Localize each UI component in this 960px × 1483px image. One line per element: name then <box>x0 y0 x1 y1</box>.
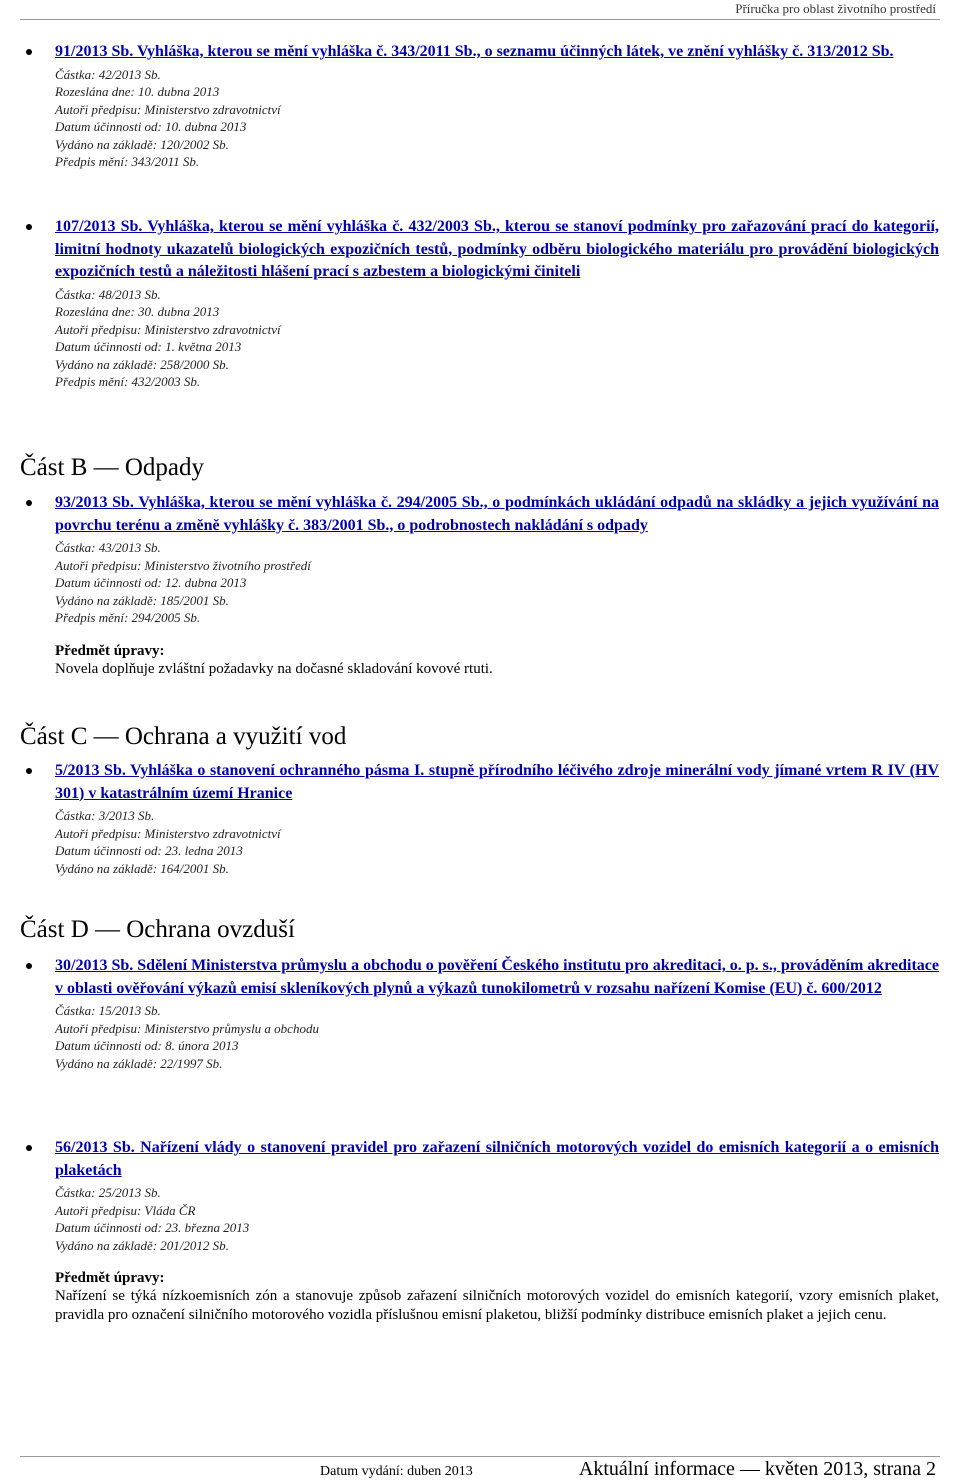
law-title-link[interactable]: 107/2013 Sb. Vyhláška, kterou se mění vyhláška č. 432/2003 Sb., kterou se stanoví podmínky pro zařazování prací do kategorií, limitní hodnoty ukazatelů biologických expozičních testů, podmínky odběru biologického materiálu pro provádění biologických expozičních testů a náležitosti hlášení prací s azbestem a biologickými činiteli <box>55 218 939 280</box>
header-divider <box>20 19 940 20</box>
meta-line: Datum účinnosti od: 8. února 2013 <box>55 1038 239 1054</box>
meta-line: Částka: 15/2013 Sb. <box>55 1003 161 1018</box>
meta-line: Datum účinnosti od: 23. března 2013 <box>55 1220 250 1236</box>
section-heading-d: Část D — Ochrana ovzduší <box>20 916 295 943</box>
meta-line: Předpis mění: 432/2003 Sb. <box>55 374 201 390</box>
law-entry <box>55 1137 939 1325</box>
meta-line: Částka: 3/2013 Sb. <box>55 808 155 823</box>
meta-line: Vydáno na základě: 120/2002 Sb. <box>55 136 229 152</box>
meta-line: Částka: 43/2013 Sb. <box>55 540 161 555</box>
subject-label: Předmět úpravy: <box>55 642 165 659</box>
meta-line: Rozeslána dne: 30. dubna 2013 <box>55 304 220 320</box>
meta-line: Částka: 48/2013 Sb. <box>55 286 161 302</box>
law-entry <box>55 955 939 1072</box>
law-meta <box>55 807 939 877</box>
section-heading-b: Část B — Odpady <box>20 454 205 481</box>
meta-line: Předpis mění: 343/2011 Sb. <box>55 154 200 170</box>
subject-text: Nařízení se týká nízkoemisních zón a stanovuje způsob zařazení silničních motorových vozidel do emisních kategorií, vzory emisních plaket, pravidla pro označení silničního motorového vozidla příslušnou emisní plaketou, bližší podmínky distribuce emisních plaket a jejich cenu. <box>55 1288 939 1324</box>
meta-line: Autoři předpisu: Ministerstvo zdravotnictví <box>55 825 281 841</box>
meta-line: Autoři předpisu: Ministerstvo průmyslu a obchodu <box>55 1020 319 1036</box>
meta-line: Předpis mění: 294/2005 Sb. <box>55 610 201 626</box>
meta-line: Vydáno na základě: 185/2001 Sb. <box>55 592 229 608</box>
subject-text: Novela doplňuje zvláštní požadavky na dočasné skladování kovové rtuti. <box>55 660 493 677</box>
bullet-icon <box>26 500 32 506</box>
meta-line: Vydáno na základě: 258/2000 Sb. <box>55 356 229 372</box>
header-title: Příručka pro oblast životního prostředí <box>735 1 936 16</box>
meta-line: Vydáno na základě: 201/2012 Sb. <box>55 1237 229 1253</box>
law-title-link[interactable]: 5/2013 Sb. Vyhláška o stanovení ochranného pásma I. stupně přírodního léčivého zdroje minerální vody jímané vrtem R IV (HV 301) v katastrálním území Hranice <box>55 762 939 802</box>
meta-line: Autoři předpisu: Ministerstvo zdravotnictví <box>55 321 281 337</box>
law-title-link[interactable]: 56/2013 Sb. Nařízení vlády o stanovení pravidel pro zařazení silničních motorových vozidel do emisních kategorií a o emisních plaketách <box>55 1139 939 1179</box>
law-meta <box>55 1184 939 1254</box>
law-meta <box>55 66 939 172</box>
law-meta <box>55 286 939 392</box>
meta-line: Částka: 42/2013 Sb. <box>55 66 161 82</box>
section-heading-c: Část C — Ochrana a využití vod <box>20 723 347 750</box>
law-meta <box>55 1002 939 1072</box>
law-entry <box>55 41 939 171</box>
page-header <box>0 0 960 24</box>
meta-line: Rozeslána dne: 10. dubna 2013 <box>55 84 220 100</box>
law-entry <box>55 760 939 877</box>
bullet-icon <box>26 224 32 230</box>
bullet-icon <box>26 963 32 969</box>
bullet-icon <box>26 49 32 55</box>
footer-info: Aktuální informace — květen 2013, strana 2 <box>578 1458 936 1480</box>
law-entry <box>55 492 939 679</box>
bullet-icon <box>26 768 32 774</box>
meta-line: Datum účinnosti od: 10. dubna 2013 <box>55 119 247 135</box>
subject-label: Předmět úpravy: <box>55 1270 165 1287</box>
meta-line: Částka: 25/2013 Sb. <box>55 1185 161 1200</box>
meta-line: Vydáno na základě: 22/1997 Sb. <box>55 1055 223 1071</box>
law-title-link[interactable]: 30/2013 Sb. Sdělení Ministerstva průmyslu a obchodu o pověření Českého institutu pro akreditaci, o. p. s., prováděním akreditace v oblasti ověřování výkazů emisí skleníkových plynů a výkazů tunokilometrů v rozsahu nařízení Komise (EU) č. 600/2012 <box>55 957 939 997</box>
meta-line: Autoři předpisu: Ministerstvo životního prostředí <box>55 557 311 573</box>
bullet-icon <box>26 1145 32 1151</box>
law-meta <box>55 539 939 627</box>
meta-line: Autoři předpisu: Ministerstvo zdravotnictví <box>55 101 281 117</box>
meta-line: Datum účinnosti od: 23. ledna 2013 <box>55 843 243 859</box>
meta-line: Datum účinnosti od: 1. května 2013 <box>55 339 242 355</box>
law-title-link[interactable]: 91/2013 Sb. Vyhláška, kterou se mění vyhláška č. 343/2011 Sb., o seznamu účinných látek, ve znění vyhlášky č. 313/2012 Sb. <box>55 43 894 60</box>
meta-line: Autoři předpisu: Vláda ČR <box>55 1202 196 1218</box>
meta-line: Datum účinnosti od: 12. dubna 2013 <box>55 575 247 591</box>
meta-line: Vydáno na základě: 164/2001 Sb. <box>55 860 229 876</box>
page-footer <box>0 1440 960 1483</box>
footer-date: Datum vydání: duben 2013 <box>320 1464 473 1479</box>
footer-divider <box>20 1456 940 1457</box>
law-title-link[interactable]: 93/2013 Sb. Vyhláška, kterou se mění vyhláška č. 294/2005 Sb., o podmínkách ukládání odpadů na skládky a jejich využívání na povrchu terénu a změně vyhlášky č. 383/2001 Sb., o podrobnostech nakládání s odpady <box>55 494 939 534</box>
law-entry <box>55 216 939 391</box>
